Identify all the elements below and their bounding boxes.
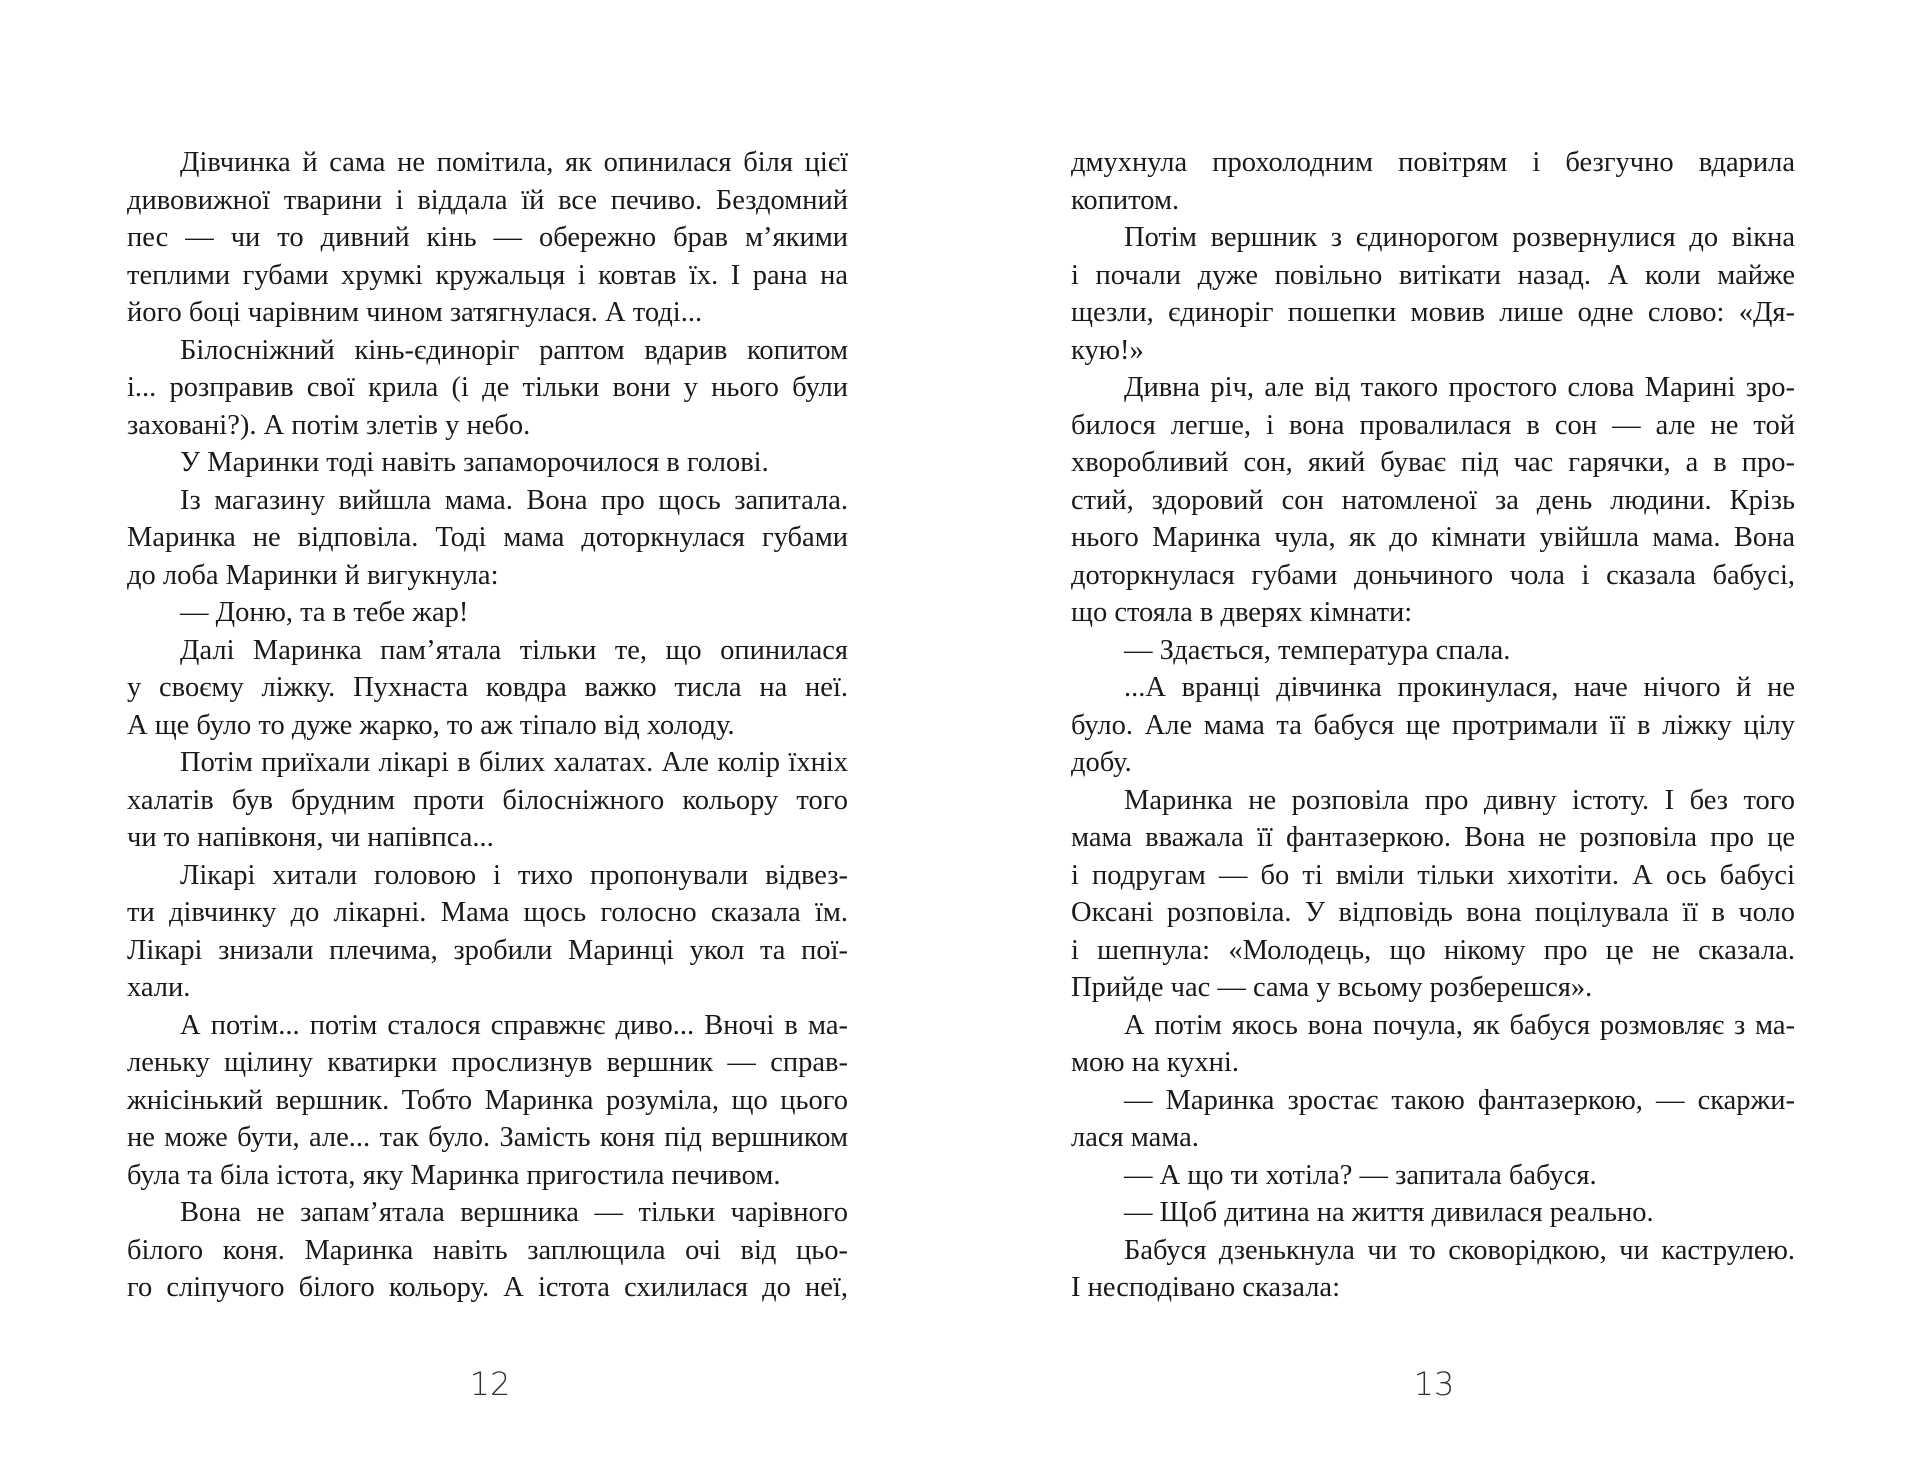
page-number-left: 12 xyxy=(469,1365,511,1403)
text-line: Маринка не відповіла. Тоді мама доторкнулася губами xyxy=(127,522,848,553)
paragraph-start-line: — Доню, та в тебе жар! xyxy=(180,597,469,628)
text-line: билося легше, і вона провалилася в сон — але не той xyxy=(1071,409,1795,441)
text-line: і почали дуже повільно витікати назад. А коли майже xyxy=(1071,259,1795,291)
left-page-text xyxy=(127,144,848,1307)
text-line: хали. xyxy=(127,972,191,1003)
text-line: ти дівчинку до лікарні. Мама щось голосно сказала їм. xyxy=(127,897,848,928)
paragraph-start-line: Білосніжний кінь-єдиноріг раптом вдарив копитом xyxy=(180,334,848,366)
paragraph-start-line: А потім якось вона почула, як бабуся розмовляє з ма- xyxy=(1124,1009,1795,1041)
text-line: пес — чи то дивний кінь — обережно брав м’якими xyxy=(127,222,848,253)
text-line: Прийде час — сама у всьому розберешся». xyxy=(1071,972,1593,1003)
text-line: леньку щілину кватирки прослизнув вершник — справ- xyxy=(127,1047,848,1078)
text-line: хворобливий сон, який буває під час гарячки, а в про- xyxy=(1071,447,1795,478)
paragraph-start-line: Потім вершник з єдинорогом розвернулися до вікна xyxy=(1124,222,1795,253)
text-line: до лоба Маринки й вигукнула: xyxy=(127,559,499,591)
paragraph-start-line: ...А вранці дівчинка прокинулася, наче нічого й не xyxy=(1124,672,1795,703)
text-line: білого коня. Маринка навіть заплющила очі від цьо- xyxy=(127,1234,848,1266)
text-line: доторкнулася губами доньчиного чола і сказала бабусі, xyxy=(1071,559,1795,591)
paragraph-start-line: Дівчинка й сама не помітила, як опинилася біля цієї xyxy=(180,147,848,178)
paragraph-start-line: А потім... потім сталося справжнє диво... Вночі в ма- xyxy=(180,1009,848,1041)
paragraph-start-line: Бабуся дзенькнула чи то сковорідкою, чи каструлею. xyxy=(1124,1234,1795,1266)
paragraph-start-line: Потім приїхали лікарі в білих халатах. Але колір їхніх xyxy=(180,747,848,778)
text-line: Оксані розповіла. У відповідь вона поцілувала її в чоло xyxy=(1071,897,1795,928)
text-line: І несподівано сказала: xyxy=(1071,1272,1340,1303)
paragraph-start-line: — А що ти хотіла? — запитала бабуся. xyxy=(1124,1159,1597,1191)
text-line: халатів був брудним проти білосніжного кольору того xyxy=(127,784,848,816)
paragraph-start-line: У Маринки тоді навіть запаморочилося в голові. xyxy=(180,447,769,478)
paragraph-start-line: Дивна річ, але від такого простого слова Марині зро- xyxy=(1124,372,1795,403)
paragraph-start-line: Із магазину вийшла мама. Вона про щось запитала. xyxy=(180,484,848,516)
paragraph-start-line: Лікарі хитали головою і тихо пропонували відвез- xyxy=(180,859,848,891)
text-line: чи то напівконя, чи напівпса... xyxy=(127,822,494,853)
text-line: го сліпучого білого кольору. А істота схилилася до неї, xyxy=(127,1272,848,1303)
text-line: була та біла істота, яку Маринка пригостила печивом. xyxy=(127,1159,781,1191)
text-line: мою на кухні. xyxy=(1071,1047,1239,1078)
text-line: у своєму ліжку. Пухнаста ковдра важко тисла на неї. xyxy=(127,672,848,703)
right-page-text xyxy=(1071,144,1795,1307)
text-line: мама вважала її фантазеркою. Вона не розповіла про це xyxy=(1071,822,1795,853)
paragraph-start-line: Далі Маринка пам’ятала тільки те, що опинилася xyxy=(180,634,848,666)
text-line: нього Маринка чула, як до кімнати увійшла мама. Вона xyxy=(1071,522,1795,553)
paragraph-start-line: — Маринка зростає такою фантазеркою, — скаржи- xyxy=(1124,1084,1795,1116)
text-line: і... розправив свої крила (і де тільки вони у нього були xyxy=(127,372,848,403)
text-line: дивовижної тварини і віддала їй все печиво. Бездомний xyxy=(127,184,848,216)
text-line: і подругам — бо ті вміли тільки хихотіти. А ось бабусі xyxy=(1071,859,1795,891)
paragraph-start-line: Вона не запам’ятала вершника — тільки чарівного xyxy=(180,1197,848,1228)
page-number-right: 13 xyxy=(1413,1365,1455,1403)
text-line: Лікарі знизали плечима, зробили Маринці укол та пої- xyxy=(127,934,848,966)
text-line: добу. xyxy=(1071,747,1132,778)
text-line: стий, здоровий сон натомленої за день людини. Крізь xyxy=(1071,484,1795,516)
paragraph-start-line: — Щоб дитина на життя дивилася реально. xyxy=(1124,1197,1654,1228)
text-line: не може бути, але... так було. Замість коня під вершником xyxy=(127,1122,848,1153)
text-line: що стояла в дверях кімнати: xyxy=(1071,597,1413,628)
paragraph-start-line: — Здається, температура спала. xyxy=(1124,634,1511,666)
text-line: копитом. xyxy=(1071,184,1180,216)
paragraph-start-line: Маринка не розповіла про дивну істоту. І без того xyxy=(1124,784,1795,816)
text-line: дмухнула прохолодним повітрям і безгучно вдарила xyxy=(1071,147,1795,178)
text-line: кую!» xyxy=(1071,334,1144,366)
text-line: жнісінький вершник. Тобто Маринка розуміла, що цього xyxy=(127,1084,848,1116)
text-line: і шепнула: «Молодець, що нікому про це не сказала. xyxy=(1071,934,1795,966)
text-line: заховані?). А потім злетів у небо. xyxy=(127,409,531,441)
text-line: його боці чарівним чином затягнулася. А тоді... xyxy=(127,297,703,328)
text-line: А ще було то дуже жарко, то аж тіпало від холоду. xyxy=(127,709,735,741)
text-line: теплими губами хрумкі кружальця і ковтав їх. І рана на xyxy=(127,259,848,291)
text-line: лася мама. xyxy=(1071,1122,1199,1153)
text-line: щезли, єдиноріг пошепки мовив лише одне слово: «Дя- xyxy=(1071,297,1795,328)
text-line: було. Але мама та бабуся ще протримали її в ліжку цілу xyxy=(1071,709,1795,741)
